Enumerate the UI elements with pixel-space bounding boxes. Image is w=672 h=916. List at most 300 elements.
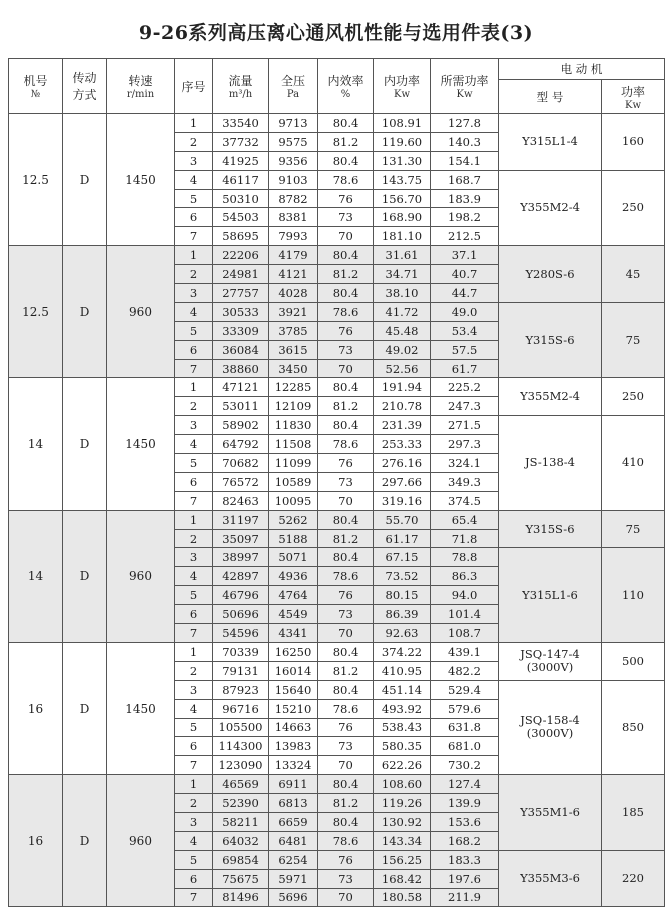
flow-cell: 27757 xyxy=(213,284,269,303)
efficiency-cell: 81.2 xyxy=(318,529,374,548)
seq-cell: 6 xyxy=(175,208,213,227)
speed-cell: 1450 xyxy=(107,378,175,510)
efficiency-cell: 80.4 xyxy=(318,642,374,661)
required-power-cell: 197.6 xyxy=(431,869,499,888)
required-power-cell: 211.9 xyxy=(431,888,499,907)
header-speed: 转速 r/min xyxy=(107,59,175,114)
pressure-cell: 15210 xyxy=(269,699,318,718)
flow-cell: 33309 xyxy=(213,321,269,340)
efficiency-cell: 73 xyxy=(318,605,374,624)
power-cell: 34.71 xyxy=(374,265,431,284)
power-cell: 31.61 xyxy=(374,246,431,265)
required-power-cell: 247.3 xyxy=(431,397,499,416)
pressure-cell: 13983 xyxy=(269,737,318,756)
pressure-cell: 3615 xyxy=(269,340,318,359)
seq-cell: 1 xyxy=(175,114,213,133)
required-power-cell: 140.3 xyxy=(431,132,499,151)
efficiency-cell: 70 xyxy=(318,359,374,378)
seq-cell: 4 xyxy=(175,435,213,454)
seq-cell: 3 xyxy=(175,812,213,831)
header-seq: 序号 xyxy=(175,59,213,114)
header-efficiency: 内效率 % xyxy=(318,59,374,114)
seq-cell: 4 xyxy=(175,302,213,321)
power-cell: 493.92 xyxy=(374,699,431,718)
flow-cell: 42897 xyxy=(213,567,269,586)
flow-cell: 38860 xyxy=(213,359,269,378)
motor-power-cell: 75 xyxy=(602,302,665,378)
pressure-cell: 3921 xyxy=(269,302,318,321)
power-cell: 80.15 xyxy=(374,586,431,605)
seq-cell: 6 xyxy=(175,737,213,756)
table-row xyxy=(9,246,665,265)
seq-cell: 6 xyxy=(175,869,213,888)
drive-cell: D xyxy=(63,775,107,907)
required-power-cell: 65.4 xyxy=(431,510,499,529)
efficiency-cell: 70 xyxy=(318,491,374,510)
flow-cell: 96716 xyxy=(213,699,269,718)
required-power-cell: 49.0 xyxy=(431,302,499,321)
required-power-cell: 53.4 xyxy=(431,321,499,340)
flow-cell: 58695 xyxy=(213,227,269,246)
efficiency-cell: 80.4 xyxy=(318,151,374,170)
flow-cell: 46569 xyxy=(213,775,269,794)
flow-cell: 50696 xyxy=(213,605,269,624)
flow-cell: 64032 xyxy=(213,831,269,850)
fan-group xyxy=(9,378,665,510)
efficiency-cell: 76 xyxy=(318,321,374,340)
flow-cell: 30533 xyxy=(213,302,269,321)
pressure-cell: 4121 xyxy=(269,265,318,284)
motor-type-cell: Y315L1-6 xyxy=(499,548,602,642)
required-power-cell: 40.7 xyxy=(431,265,499,284)
pressure-cell: 5188 xyxy=(269,529,318,548)
required-power-cell: 153.6 xyxy=(431,812,499,831)
power-cell: 108.60 xyxy=(374,775,431,794)
seq-cell: 3 xyxy=(175,284,213,303)
seq-cell: 2 xyxy=(175,661,213,680)
required-power-cell: 71.8 xyxy=(431,529,499,548)
flow-cell: 22206 xyxy=(213,246,269,265)
efficiency-cell: 80.4 xyxy=(318,114,374,133)
pressure-cell: 4179 xyxy=(269,246,318,265)
required-power-cell: 183.9 xyxy=(431,189,499,208)
efficiency-cell: 73 xyxy=(318,472,374,491)
flow-cell: 69854 xyxy=(213,850,269,869)
seq-cell: 7 xyxy=(175,359,213,378)
efficiency-cell: 70 xyxy=(318,624,374,643)
motor-type-cell: Y315S-6 xyxy=(499,510,602,548)
flow-cell: 33540 xyxy=(213,114,269,133)
required-power-cell: 681.0 xyxy=(431,737,499,756)
flow-cell: 64792 xyxy=(213,435,269,454)
flow-cell: 50310 xyxy=(213,189,269,208)
efficiency-cell: 76 xyxy=(318,189,374,208)
speed-cell: 960 xyxy=(107,246,175,378)
power-cell: 253.33 xyxy=(374,435,431,454)
drive-cell: D xyxy=(63,114,107,246)
seq-cell: 6 xyxy=(175,340,213,359)
required-power-cell: 439.1 xyxy=(431,642,499,661)
seq-cell: 4 xyxy=(175,170,213,189)
pressure-cell: 5696 xyxy=(269,888,318,907)
flow-cell: 58211 xyxy=(213,812,269,831)
flow-cell: 79131 xyxy=(213,661,269,680)
table-row xyxy=(9,642,665,661)
efficiency-cell: 76 xyxy=(318,718,374,737)
power-cell: 580.35 xyxy=(374,737,431,756)
fan-selection-table xyxy=(8,58,665,907)
flow-cell: 82463 xyxy=(213,491,269,510)
flow-cell: 35097 xyxy=(213,529,269,548)
power-cell: 92.63 xyxy=(374,624,431,643)
speed-cell: 1450 xyxy=(107,642,175,774)
table-row xyxy=(9,114,665,133)
power-cell: 108.91 xyxy=(374,114,431,133)
seq-cell: 7 xyxy=(175,624,213,643)
pressure-cell: 5262 xyxy=(269,510,318,529)
power-cell: 374.22 xyxy=(374,642,431,661)
table-row xyxy=(9,378,665,397)
motor-power-cell: 500 xyxy=(602,642,665,680)
drive-cell: D xyxy=(63,246,107,378)
required-power-cell: 212.5 xyxy=(431,227,499,246)
page-title: 9-26系列高压离心通风机性能与选用件表(3) xyxy=(138,22,534,44)
flow-cell: 37732 xyxy=(213,132,269,151)
seq-cell: 5 xyxy=(175,586,213,605)
required-power-cell: 225.2 xyxy=(431,378,499,397)
flow-cell: 36084 xyxy=(213,340,269,359)
pressure-cell: 5971 xyxy=(269,869,318,888)
pressure-cell: 12109 xyxy=(269,397,318,416)
pressure-cell: 9356 xyxy=(269,151,318,170)
seq-cell: 1 xyxy=(175,642,213,661)
power-cell: 168.42 xyxy=(374,869,431,888)
pressure-cell: 12285 xyxy=(269,378,318,397)
header-power: 内功率 Kw xyxy=(374,59,431,114)
header-motor-power: 功率 Kw xyxy=(602,80,665,114)
motor-power-cell: 185 xyxy=(602,775,665,851)
required-power-cell: 482.2 xyxy=(431,661,499,680)
power-cell: 49.02 xyxy=(374,340,431,359)
power-cell: 410.95 xyxy=(374,661,431,680)
efficiency-cell: 73 xyxy=(318,869,374,888)
flow-cell: 114300 xyxy=(213,737,269,756)
pressure-cell: 6813 xyxy=(269,794,318,813)
flow-cell: 54596 xyxy=(213,624,269,643)
power-cell: 156.25 xyxy=(374,850,431,869)
required-power-cell: 271.5 xyxy=(431,416,499,435)
seq-cell: 3 xyxy=(175,548,213,567)
efficiency-cell: 80.4 xyxy=(318,812,374,831)
pressure-cell: 11508 xyxy=(269,435,318,454)
seq-cell: 3 xyxy=(175,151,213,170)
pressure-cell: 4341 xyxy=(269,624,318,643)
power-cell: 119.26 xyxy=(374,794,431,813)
required-power-cell: 86.3 xyxy=(431,567,499,586)
seq-cell: 5 xyxy=(175,850,213,869)
flow-cell: 75675 xyxy=(213,869,269,888)
flow-cell: 58902 xyxy=(213,416,269,435)
flow-cell: 41925 xyxy=(213,151,269,170)
model-cell: 12.5 xyxy=(9,114,63,246)
efficiency-cell: 80.4 xyxy=(318,378,374,397)
power-cell: 55.70 xyxy=(374,510,431,529)
power-cell: 41.72 xyxy=(374,302,431,321)
seq-cell: 7 xyxy=(175,227,213,246)
efficiency-cell: 81.2 xyxy=(318,132,374,151)
model-cell: 14 xyxy=(9,378,63,510)
flow-cell: 81496 xyxy=(213,888,269,907)
pressure-cell: 6254 xyxy=(269,850,318,869)
efficiency-cell: 80.4 xyxy=(318,548,374,567)
motor-type-cell: Y355M3-6 xyxy=(499,850,602,907)
motor-power-cell: 250 xyxy=(602,170,665,246)
efficiency-cell: 78.6 xyxy=(318,170,374,189)
required-power-cell: 94.0 xyxy=(431,586,499,605)
seq-cell: 5 xyxy=(175,454,213,473)
efficiency-cell: 78.6 xyxy=(318,302,374,321)
required-power-cell: 139.9 xyxy=(431,794,499,813)
required-power-cell: 324.1 xyxy=(431,454,499,473)
motor-power-cell: 160 xyxy=(602,114,665,171)
power-cell: 451.14 xyxy=(374,680,431,699)
seq-cell: 7 xyxy=(175,491,213,510)
power-cell: 622.26 xyxy=(374,756,431,775)
power-cell: 38.10 xyxy=(374,284,431,303)
pressure-cell: 8381 xyxy=(269,208,318,227)
flow-cell: 24981 xyxy=(213,265,269,284)
header-pressure: 全压 Pa xyxy=(269,59,318,114)
pressure-cell: 4549 xyxy=(269,605,318,624)
motor-power-cell: 850 xyxy=(602,680,665,774)
power-cell: 52.56 xyxy=(374,359,431,378)
seq-cell: 7 xyxy=(175,756,213,775)
power-cell: 86.39 xyxy=(374,605,431,624)
motor-type-cell: JSQ-158-4 (3000V) xyxy=(499,680,602,774)
efficiency-cell: 80.4 xyxy=(318,246,374,265)
header-motor-group: 电 动 机 xyxy=(499,59,665,80)
power-cell: 276.16 xyxy=(374,454,431,473)
fan-group xyxy=(9,775,665,907)
efficiency-cell: 73 xyxy=(318,737,374,756)
power-cell: 143.34 xyxy=(374,831,431,850)
seq-cell: 2 xyxy=(175,794,213,813)
header-required-power: 所需功率 Kw xyxy=(431,59,499,114)
power-cell: 180.58 xyxy=(374,888,431,907)
model-cell: 16 xyxy=(9,775,63,907)
efficiency-cell: 70 xyxy=(318,756,374,775)
pressure-cell: 3450 xyxy=(269,359,318,378)
power-cell: 119.60 xyxy=(374,132,431,151)
required-power-cell: 183.3 xyxy=(431,850,499,869)
drive-cell: D xyxy=(63,642,107,774)
header-model: 机号 № xyxy=(9,59,63,114)
required-power-cell: 168.2 xyxy=(431,831,499,850)
pressure-cell: 11830 xyxy=(269,416,318,435)
required-power-cell: 631.8 xyxy=(431,718,499,737)
power-cell: 231.39 xyxy=(374,416,431,435)
pressure-cell: 16014 xyxy=(269,661,318,680)
required-power-cell: 198.2 xyxy=(431,208,499,227)
flow-cell: 123090 xyxy=(213,756,269,775)
efficiency-cell: 70 xyxy=(318,227,374,246)
pressure-cell: 15640 xyxy=(269,680,318,699)
flow-cell: 52390 xyxy=(213,794,269,813)
seq-cell: 3 xyxy=(175,680,213,699)
flow-cell: 47121 xyxy=(213,378,269,397)
required-power-cell: 730.2 xyxy=(431,756,499,775)
efficiency-cell: 80.4 xyxy=(318,284,374,303)
motor-type-cell: Y355M1-6 xyxy=(499,775,602,851)
flow-cell: 76572 xyxy=(213,472,269,491)
fan-group xyxy=(9,114,665,246)
seq-cell: 6 xyxy=(175,605,213,624)
header-motor-type: 型 号 xyxy=(499,80,602,114)
power-cell: 156.70 xyxy=(374,189,431,208)
power-cell: 67.15 xyxy=(374,548,431,567)
seq-cell: 2 xyxy=(175,132,213,151)
seq-cell: 2 xyxy=(175,397,213,416)
required-power-cell: 154.1 xyxy=(431,151,499,170)
required-power-cell: 101.4 xyxy=(431,605,499,624)
pressure-cell: 6659 xyxy=(269,812,318,831)
flow-cell: 38997 xyxy=(213,548,269,567)
pressure-cell: 8782 xyxy=(269,189,318,208)
pressure-cell: 11099 xyxy=(269,454,318,473)
motor-power-cell: 75 xyxy=(602,510,665,548)
motor-type-cell: JS-138-4 xyxy=(499,416,602,510)
power-cell: 168.90 xyxy=(374,208,431,227)
efficiency-cell: 78.6 xyxy=(318,567,374,586)
seq-cell: 5 xyxy=(175,189,213,208)
required-power-cell: 297.3 xyxy=(431,435,499,454)
efficiency-cell: 78.6 xyxy=(318,831,374,850)
motor-type-cell: Y315L1-4 xyxy=(499,114,602,171)
pressure-cell: 6481 xyxy=(269,831,318,850)
pressure-cell: 5071 xyxy=(269,548,318,567)
motor-type-cell: Y280S-6 xyxy=(499,246,602,303)
table-row xyxy=(9,775,665,794)
efficiency-cell: 81.2 xyxy=(318,265,374,284)
flow-cell: 46117 xyxy=(213,170,269,189)
pressure-cell: 4764 xyxy=(269,586,318,605)
pressure-cell: 6911 xyxy=(269,775,318,794)
efficiency-cell: 81.2 xyxy=(318,794,374,813)
required-power-cell: 168.7 xyxy=(431,170,499,189)
efficiency-cell: 78.6 xyxy=(318,435,374,454)
efficiency-cell: 76 xyxy=(318,586,374,605)
efficiency-cell: 81.2 xyxy=(318,661,374,680)
required-power-cell: 37.1 xyxy=(431,246,499,265)
required-power-cell: 57.5 xyxy=(431,340,499,359)
motor-type-cell: Y355M2-4 xyxy=(499,378,602,416)
seq-cell: 2 xyxy=(175,265,213,284)
header-drive: 传动 方式 xyxy=(63,59,107,114)
speed-cell: 960 xyxy=(107,775,175,907)
power-cell: 538.43 xyxy=(374,718,431,737)
flow-cell: 54503 xyxy=(213,208,269,227)
power-cell: 61.17 xyxy=(374,529,431,548)
power-cell: 130.92 xyxy=(374,812,431,831)
speed-cell: 1450 xyxy=(107,114,175,246)
efficiency-cell: 80.4 xyxy=(318,416,374,435)
pressure-cell: 9575 xyxy=(269,132,318,151)
required-power-cell: 579.6 xyxy=(431,699,499,718)
fan-group xyxy=(9,246,665,378)
power-cell: 181.10 xyxy=(374,227,431,246)
pressure-cell: 7993 xyxy=(269,227,318,246)
pressure-cell: 9713 xyxy=(269,114,318,133)
seq-cell: 3 xyxy=(175,416,213,435)
required-power-cell: 349.3 xyxy=(431,472,499,491)
seq-cell: 1 xyxy=(175,775,213,794)
seq-cell: 6 xyxy=(175,472,213,491)
pressure-cell: 3785 xyxy=(269,321,318,340)
efficiency-cell: 76 xyxy=(318,454,374,473)
required-power-cell: 374.5 xyxy=(431,491,499,510)
motor-power-cell: 410 xyxy=(602,416,665,510)
model-cell: 14 xyxy=(9,510,63,642)
pressure-cell: 14663 xyxy=(269,718,318,737)
motor-power-cell: 45 xyxy=(602,246,665,303)
efficiency-cell: 80.4 xyxy=(318,510,374,529)
efficiency-cell: 78.6 xyxy=(318,699,374,718)
flow-cell: 31197 xyxy=(213,510,269,529)
power-cell: 143.75 xyxy=(374,170,431,189)
efficiency-cell: 70 xyxy=(318,888,374,907)
fan-group xyxy=(9,642,665,774)
flow-cell: 46796 xyxy=(213,586,269,605)
required-power-cell: 529.4 xyxy=(431,680,499,699)
seq-cell: 4 xyxy=(175,567,213,586)
pressure-cell: 10589 xyxy=(269,472,318,491)
drive-cell: D xyxy=(63,510,107,642)
efficiency-cell: 80.4 xyxy=(318,680,374,699)
seq-cell: 7 xyxy=(175,888,213,907)
seq-cell: 1 xyxy=(175,378,213,397)
motor-power-cell: 220 xyxy=(602,850,665,907)
required-power-cell: 61.7 xyxy=(431,359,499,378)
required-power-cell: 108.7 xyxy=(431,624,499,643)
efficiency-cell: 76 xyxy=(318,850,374,869)
power-cell: 319.16 xyxy=(374,491,431,510)
pressure-cell: 9103 xyxy=(269,170,318,189)
motor-power-cell: 250 xyxy=(602,378,665,416)
motor-type-cell: JSQ-147-4 (3000V) xyxy=(499,642,602,680)
flow-cell: 105500 xyxy=(213,718,269,737)
seq-cell: 4 xyxy=(175,699,213,718)
power-cell: 191.94 xyxy=(374,378,431,397)
model-cell: 12.5 xyxy=(9,246,63,378)
power-cell: 45.48 xyxy=(374,321,431,340)
required-power-cell: 44.7 xyxy=(431,284,499,303)
pressure-cell: 4028 xyxy=(269,284,318,303)
motor-power-cell: 110 xyxy=(602,548,665,642)
power-cell: 131.30 xyxy=(374,151,431,170)
motor-type-cell: Y315S-6 xyxy=(499,302,602,378)
seq-cell: 1 xyxy=(175,510,213,529)
pressure-cell: 10095 xyxy=(269,491,318,510)
seq-cell: 1 xyxy=(175,246,213,265)
efficiency-cell: 73 xyxy=(318,340,374,359)
efficiency-cell: 80.4 xyxy=(318,775,374,794)
header-flow: 流量 m³/h xyxy=(213,59,269,114)
flow-cell: 87923 xyxy=(213,680,269,699)
power-cell: 297.66 xyxy=(374,472,431,491)
motor-type-cell: Y355M2-4 xyxy=(499,170,602,246)
seq-cell: 4 xyxy=(175,831,213,850)
flow-cell: 53011 xyxy=(213,397,269,416)
